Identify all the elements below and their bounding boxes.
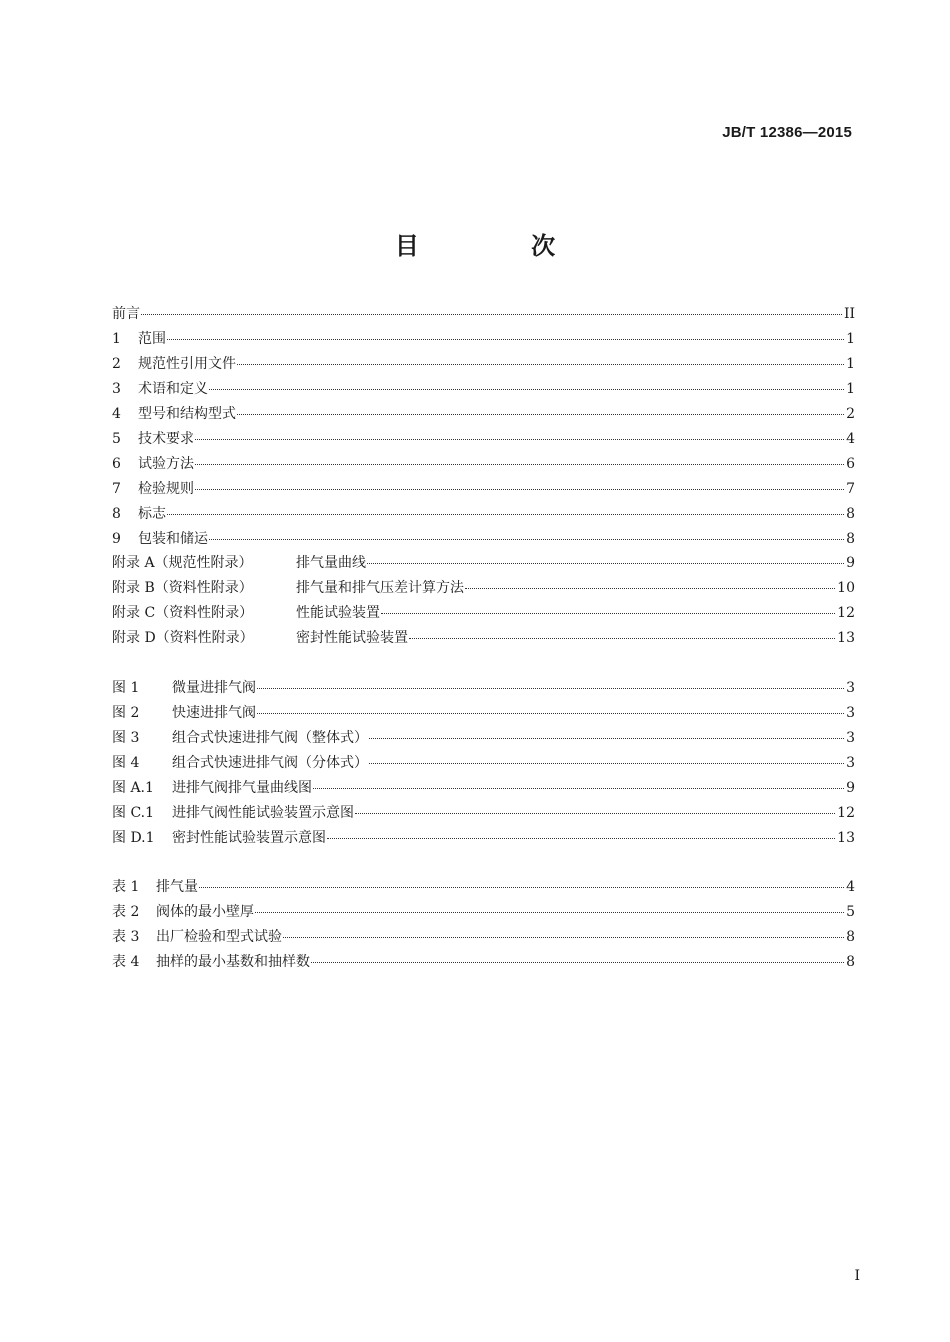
- toc-chapter-entry-page: 1: [846, 331, 855, 347]
- dot-leader: [255, 912, 844, 913]
- toc-figure-entry[interactable]: [112, 776, 855, 801]
- toc-annex-entry-number: 附录 B（资料性附录）: [112, 580, 253, 596]
- toc-figure-entry-label: 组合式快速进排气阀（整体式）: [172, 730, 368, 746]
- dot-leader: [257, 688, 844, 689]
- toc-figure-entry-number: 图 C.1: [112, 805, 155, 821]
- toc-figure-entry-label: 组合式快速进排气阀（分体式）: [172, 755, 368, 771]
- toc-annex-entry-page: 9: [846, 555, 855, 571]
- dot-leader: [237, 364, 844, 365]
- toc-chapter-entry-label: 技术要求: [138, 431, 194, 447]
- dot-leader: [409, 638, 835, 639]
- toc-table-entry-label: 抽样的最小基数和抽样数: [156, 954, 310, 970]
- toc-chapter-entry-page: 1: [846, 381, 855, 397]
- dot-leader: [209, 389, 844, 390]
- toc-figure-entry-page: 13: [837, 830, 855, 846]
- toc-figure-entry-label: 进排气阀排气量曲线图: [172, 780, 312, 796]
- standard-number: JB/T 12386—2015: [722, 124, 852, 141]
- toc-table-entry[interactable]: [112, 950, 855, 975]
- toc-chapter-entry[interactable]: [112, 427, 855, 452]
- toc-chapter-entry[interactable]: [112, 377, 855, 402]
- toc-chapter-entry[interactable]: [112, 452, 855, 477]
- toc-chapter-entry-label: 术语和定义: [138, 381, 208, 397]
- dot-leader: [141, 314, 842, 315]
- toc-tables: [112, 875, 855, 975]
- toc-figure-entry[interactable]: [112, 701, 855, 726]
- toc-annex-entry[interactable]: [112, 551, 855, 576]
- toc-figure-entry-label: 进排气阀性能试验装置示意图: [172, 805, 354, 821]
- dot-leader: [369, 763, 844, 764]
- toc-annex-entry[interactable]: [112, 576, 855, 601]
- toc-annex-entry-label: 排气量和排气压差计算方法: [296, 580, 464, 596]
- toc-chapter-entry[interactable]: [112, 302, 855, 327]
- toc-table-entry-number: 表 3: [112, 929, 140, 945]
- toc-chapter-entry-label: 检验规则: [138, 481, 194, 497]
- toc-figure-entry[interactable]: [112, 751, 855, 776]
- toc-figure-entry-number: 图 2: [112, 705, 140, 721]
- toc-figure-entry[interactable]: [112, 726, 855, 751]
- toc-annex-entry-page: 12: [837, 605, 855, 621]
- dot-leader: [367, 563, 844, 564]
- toc-annex-entry-number: 附录 D（资料性附录）: [112, 630, 254, 646]
- toc-chapters: [112, 302, 855, 552]
- toc-table-entry-label: 阀体的最小壁厚: [156, 904, 254, 920]
- toc-table-entry-number: 表 4: [112, 954, 140, 970]
- toc-chapter-entry[interactable]: [112, 402, 855, 427]
- toc-figure-entry-page: 3: [846, 730, 855, 746]
- dot-leader: [283, 937, 844, 938]
- toc-chapter-entry-number: 1: [112, 331, 121, 347]
- dot-leader: [327, 838, 835, 839]
- toc-table-entry-page: 8: [846, 929, 855, 945]
- toc-figure-entry-label: 快速进排气阀: [172, 705, 256, 721]
- toc-figure-entry-number: 图 D.1: [112, 830, 155, 846]
- toc-chapter-entry-page: 6: [846, 456, 855, 472]
- toc-chapter-entry-number: 8: [112, 506, 121, 522]
- toc-figures: [112, 676, 855, 851]
- dot-leader: [167, 339, 844, 340]
- dot-leader: [199, 887, 844, 888]
- toc-chapter-entry-number: 4: [112, 406, 121, 422]
- toc-table-entry-label: 出厂检验和型式试验: [156, 929, 282, 945]
- toc-chapter-entry-page: 4: [846, 431, 855, 447]
- toc-figure-entry-number: 图 3: [112, 730, 140, 746]
- toc-table-entry[interactable]: [112, 875, 855, 900]
- toc-figure-entry[interactable]: [112, 801, 855, 826]
- toc-chapter-entry-number: 3: [112, 381, 121, 397]
- toc-figure-entry-page: 9: [846, 780, 855, 796]
- page-folio: I: [854, 1268, 860, 1284]
- dot-leader: [195, 464, 844, 465]
- toc-chapter-entry-number: 9: [112, 531, 121, 547]
- toc-chapter-entry-label: 范围: [138, 331, 166, 347]
- toc-figure-entry-page: 12: [837, 805, 855, 821]
- toc-figure-entry-label: 微量进排气阀: [172, 680, 256, 696]
- toc-figure-entry-number: 图 4: [112, 755, 140, 771]
- toc-chapter-entry[interactable]: [112, 327, 855, 352]
- toc-chapter-entry-page: 2: [846, 406, 855, 422]
- toc-chapter-entry-page: II: [843, 306, 855, 322]
- toc-figure-entry-page: 3: [846, 680, 855, 696]
- toc-annex-entry-page: 10: [837, 580, 855, 596]
- toc-figure-entry-number: 图 A.1: [112, 780, 154, 796]
- toc-table-entry-page: 5: [846, 904, 855, 920]
- toc-figure-entry[interactable]: [112, 676, 855, 701]
- toc-table-entry-label: 排气量: [156, 879, 198, 895]
- toc-annex-entry[interactable]: [112, 626, 855, 651]
- dot-leader: [257, 713, 844, 714]
- toc-annex-entry-label: 排气量曲线: [296, 555, 366, 571]
- toc-table-entry-page: 8: [846, 954, 855, 970]
- toc-chapter-entry-number: 2: [112, 356, 121, 372]
- toc-annex-entry-number: 附录 C（资料性附录）: [112, 605, 254, 621]
- dot-leader: [369, 738, 844, 739]
- toc-table-entry[interactable]: [112, 925, 855, 950]
- toc-annex-entry-label: 密封性能试验装置: [296, 630, 408, 646]
- toc-chapter-entry-page: 8: [846, 506, 855, 522]
- dot-leader: [167, 514, 844, 515]
- toc-annex-entry-label: 性能试验装置: [296, 605, 380, 621]
- toc-chapter-entry-label: 前言: [112, 306, 140, 322]
- toc-chapter-entry-label: 型号和结构型式: [138, 406, 236, 422]
- toc-figure-entry-number: 图 1: [112, 680, 140, 696]
- toc-table-entry-number: 表 2: [112, 904, 140, 920]
- toc-chapter-entry-number: 7: [112, 481, 121, 497]
- toc-table-entry-page: 4: [846, 879, 855, 895]
- toc-chapter-entry[interactable]: [112, 352, 855, 377]
- dot-leader: [355, 813, 835, 814]
- toc-chapter-entry-page: 8: [846, 531, 855, 547]
- toc-figure-entry-label: 密封性能试验装置示意图: [172, 830, 326, 846]
- toc-chapter-entry-label: 规范性引用文件: [138, 356, 236, 372]
- toc-table-entry-number: 表 1: [112, 879, 140, 895]
- toc-chapter-entry[interactable]: [112, 502, 855, 527]
- toc-chapter-entry-page: 7: [846, 481, 855, 497]
- toc-annexes: [112, 551, 855, 651]
- dot-leader: [381, 613, 835, 614]
- toc-chapter-entry[interactable]: [112, 527, 855, 552]
- toc-annex-entry-number: 附录 A（规范性附录）: [112, 555, 253, 571]
- toc-figure-entry-page: 3: [846, 705, 855, 721]
- page-title: 目 次: [394, 231, 608, 260]
- toc-chapter-entry-label: 包装和储运: [138, 531, 208, 547]
- dot-leader: [311, 962, 844, 963]
- toc-table-entry[interactable]: [112, 900, 855, 925]
- dot-leader: [313, 788, 844, 789]
- toc-chapter-entry-page: 1: [846, 356, 855, 372]
- toc-chapter-entry-number: 5: [112, 431, 121, 447]
- toc-chapter-entry-label: 标志: [138, 506, 166, 522]
- toc-figure-entry[interactable]: [112, 826, 855, 851]
- dot-leader: [195, 489, 844, 490]
- toc-annex-entry[interactable]: [112, 601, 855, 626]
- dot-leader: [195, 439, 844, 440]
- dot-leader: [465, 588, 835, 589]
- toc-annex-entry-page: 13: [837, 630, 855, 646]
- dot-leader: [237, 414, 844, 415]
- dot-leader: [209, 539, 844, 540]
- toc-chapter-entry-number: 6: [112, 456, 121, 472]
- toc-chapter-entry-label: 试验方法: [138, 456, 194, 472]
- toc-figure-entry-page: 3: [846, 755, 855, 771]
- toc-chapter-entry[interactable]: [112, 477, 855, 502]
